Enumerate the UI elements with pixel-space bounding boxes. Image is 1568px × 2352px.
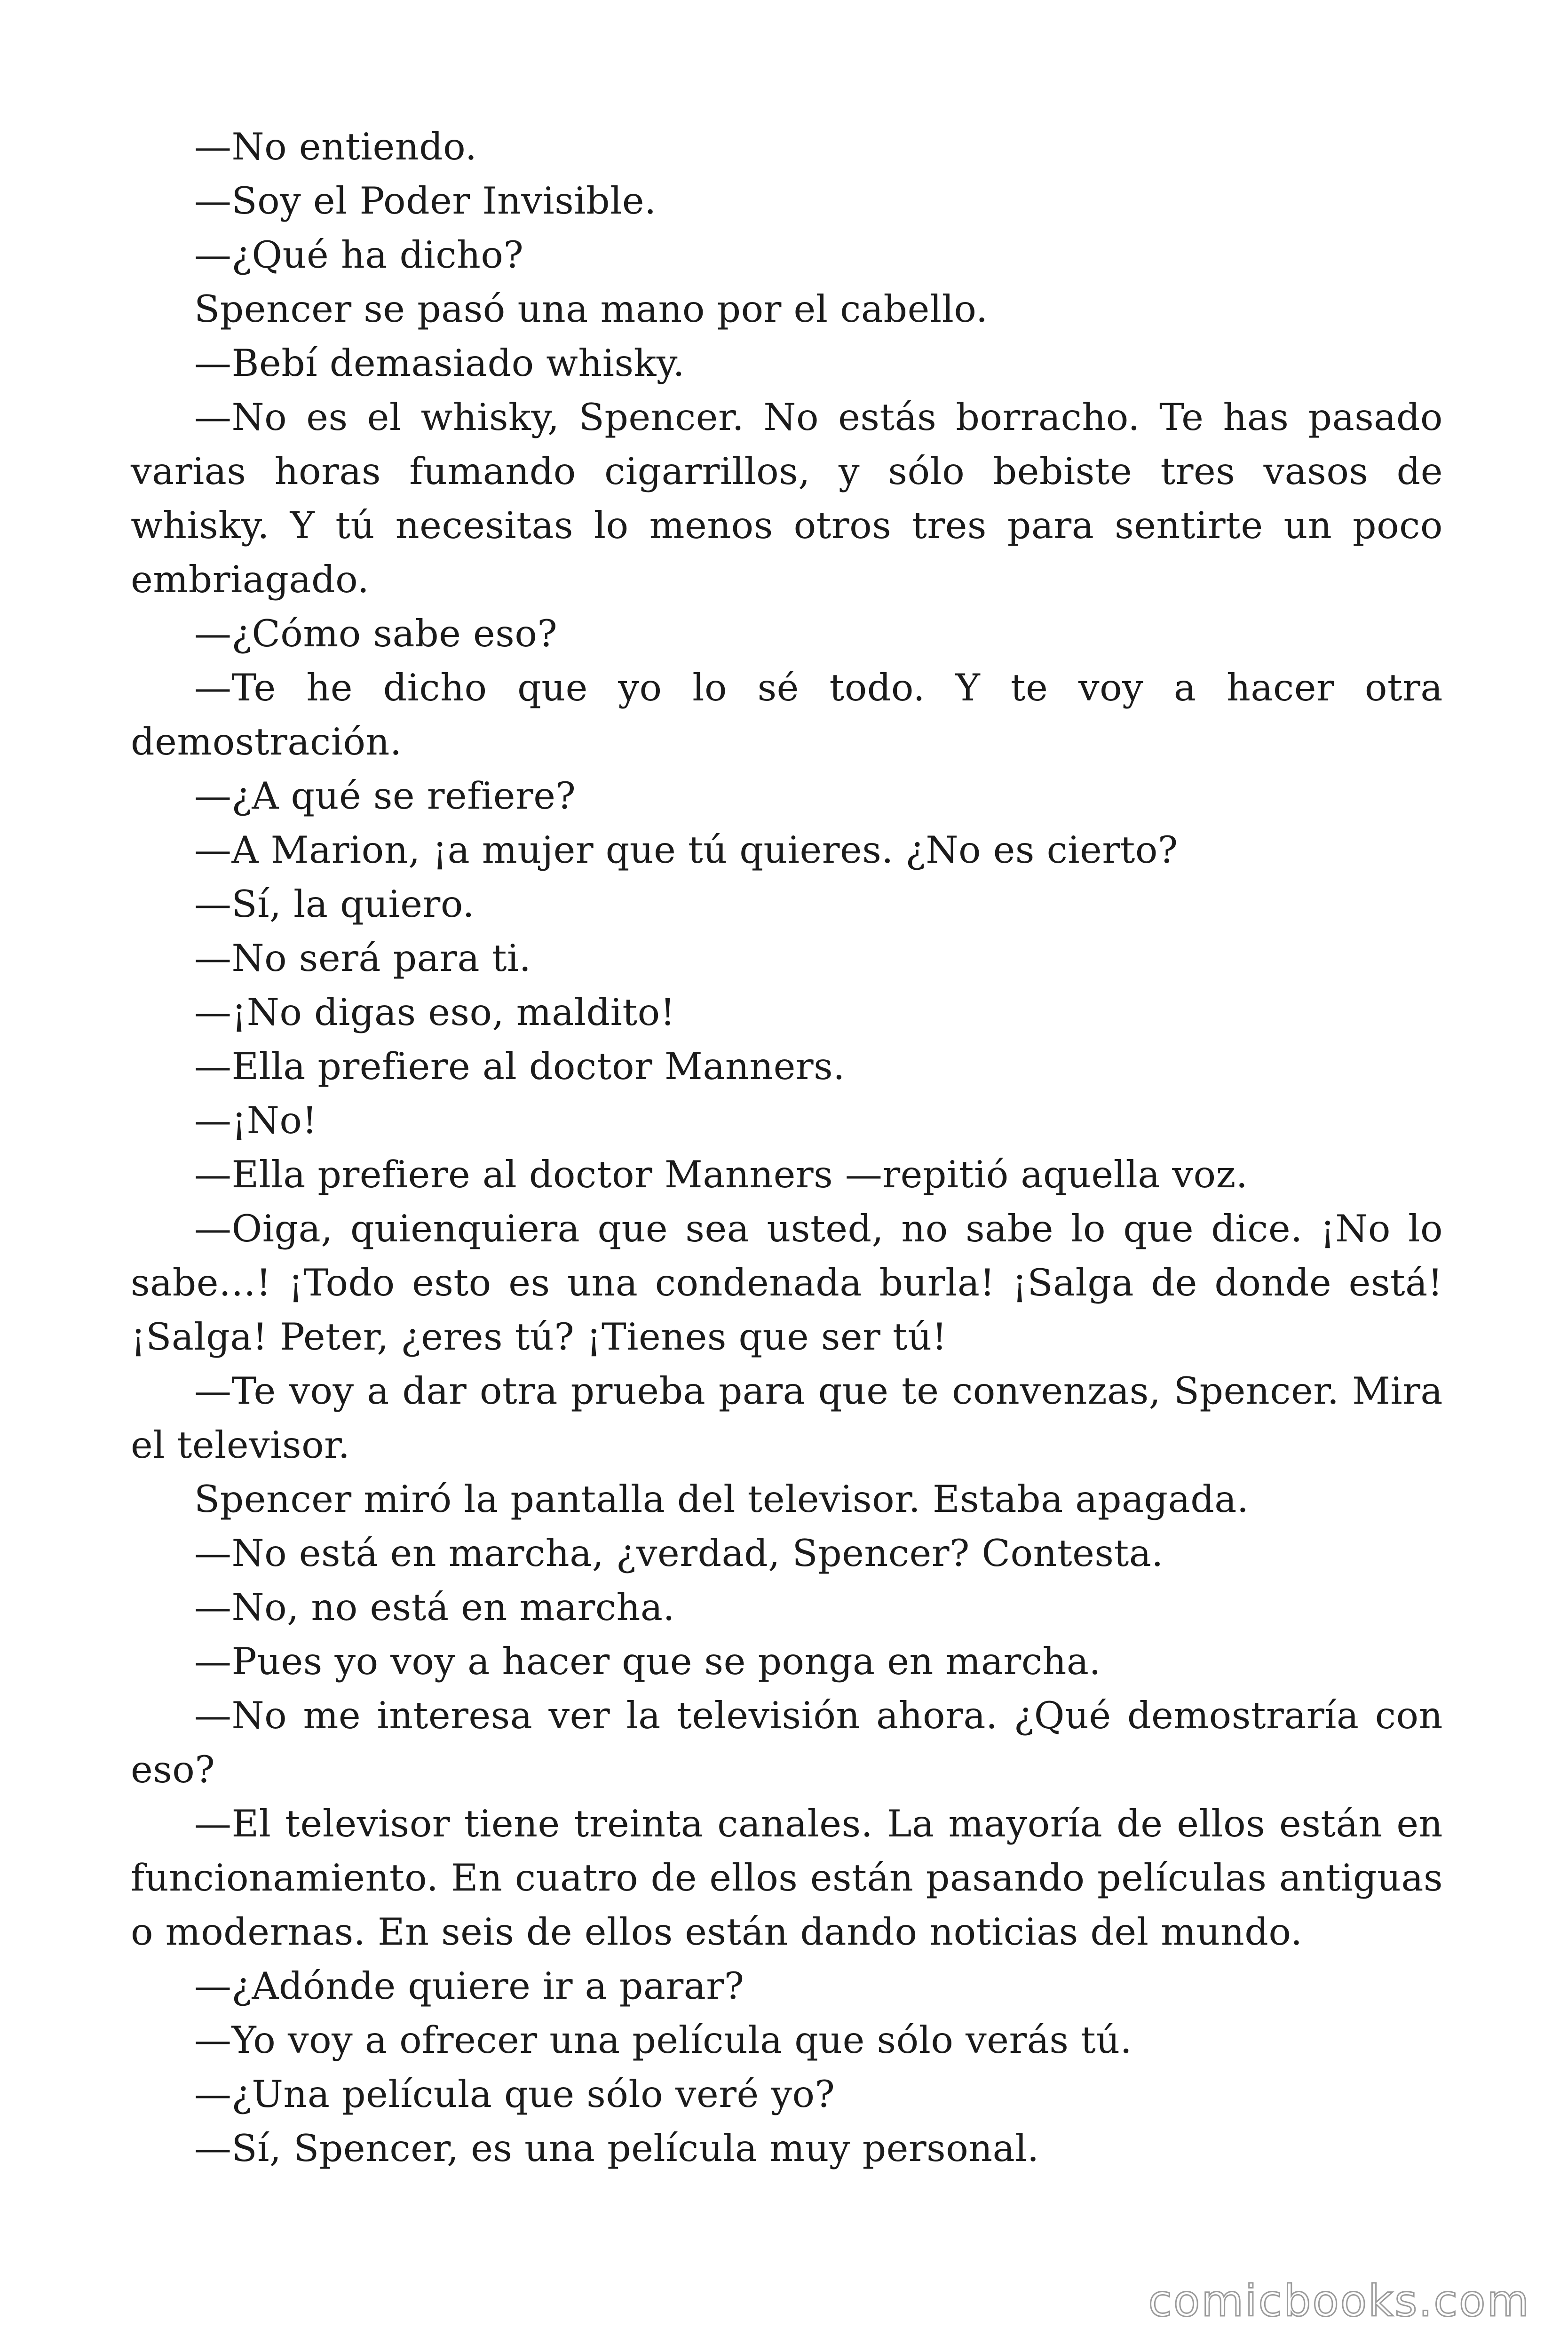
paragraph: —No, no está en marcha. (194, 1586, 675, 1629)
paragraph: —Sí, Spencer, es una película muy personal. (194, 2127, 1039, 2170)
paragraph: —Bebí demasiado whisky. (194, 342, 685, 385)
paragraph: —Ella prefiere al doctor Manners. (194, 1045, 845, 1088)
paragraph: —¿Cómo sabe eso? (194, 612, 558, 655)
paragraph: Spencer miró la pantalla del televisor. Estaba apagada. (194, 1478, 1249, 1521)
paragraph: —¡No! (194, 1099, 317, 1142)
paragraph: —Soy el Poder Invisible. (194, 179, 657, 222)
paragraph: —¿Una película que sólo veré yo? (194, 2073, 835, 2116)
paragraph: Spencer se pasó una mano por el cabello. (194, 287, 988, 331)
paragraph: —Pues yo voy a hacer que se ponga en marcha. (194, 1640, 1101, 1683)
paragraph: —No será para ti. (194, 937, 531, 980)
watermark: comicbooks.com (1148, 2276, 1530, 2326)
paragraph: —No es el whisky, Spencer. No estás borracho. Te has pasado varias horas fumando cigarrillos, y sólo bebiste tres vasos de whisky. Y tú necesitas lo menos otros tres para sentirte un poco embriagado. (131, 396, 1443, 601)
paragraph: —Te voy a dar otra prueba para que te convenzas, Spencer. Mira el televisor. (131, 1369, 1443, 1467)
paragraph: —No me interesa ver la televisión ahora. ¿Qué demostraría con eso? (131, 1694, 1443, 1791)
paragraph: —¿A qué se refiere? (194, 774, 576, 818)
paragraph: —Yo voy a ofrecer una película que sólo verás tú. (194, 2018, 1132, 2062)
paragraph: —Oiga, quienquiera que sea usted, no sabe lo que dice. ¡No lo sabe…! ¡Todo esto es una condenada burla! ¡Salga de donde está! ¡Salga! Peter, ¿eres tú? ¡Tienes que ser tú! (131, 1207, 1443, 1359)
paragraph: —Te he dicho que yo lo sé todo. Y te voy a hacer otra demostración. (131, 666, 1443, 763)
paragraph: —Ella prefiere al doctor Manners —repitió aquella voz. (194, 1153, 1248, 1196)
paragraph: —No está en marcha, ¿verdad, Spencer? Contesta. (194, 1532, 1164, 1575)
paragraph: —A Marion, ¡a mujer que tú quieres. ¿No es cierto? (194, 828, 1178, 872)
paragraph: —¿Adónde quiere ir a parar? (194, 1964, 744, 2008)
page-text (131, 120, 1443, 2176)
paragraph: —¿Qué ha dicho? (194, 233, 524, 277)
paragraph: —No entiendo. (194, 125, 477, 168)
paragraph: —¡No digas eso, maldito! (194, 991, 675, 1034)
paragraph: —Sí, la quiero. (194, 882, 475, 926)
paragraph: —El televisor tiene treinta canales. La mayoría de ellos están en funcionamiento. En cuatro de ellos están pasando películas antiguas o modernas. En seis de ellos están dando noticias del mundo. (131, 1802, 1443, 1954)
